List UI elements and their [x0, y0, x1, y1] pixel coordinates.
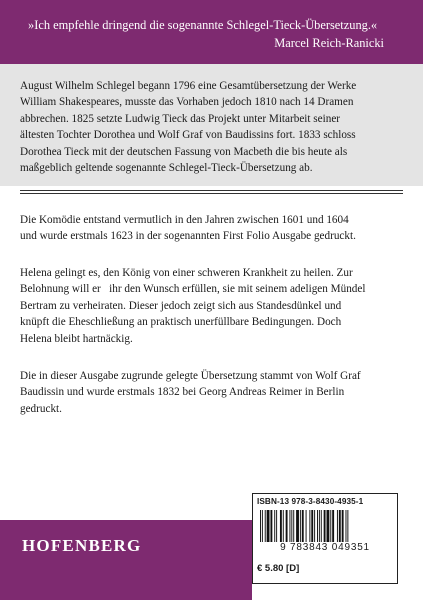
price-label: € 5.80 [D] [257, 563, 300, 574]
barcode-bar [306, 510, 307, 542]
barcode-bar [330, 510, 331, 542]
text-line: knüpft die Eheschließung an praktisch unerfüllbare Bedingungen. Doch [20, 316, 342, 329]
barcode-bar [317, 510, 318, 542]
barcode-bar [311, 510, 313, 542]
barcode-bar [274, 510, 275, 542]
barcode-bar [291, 510, 292, 542]
text-line: August Wilhelm Schlegel begann 1796 eine Gesamtübersetzung der Werke [20, 80, 357, 92]
barcode-bar [283, 510, 284, 542]
publisher-banner [0, 520, 252, 600]
text-line: abbrechen. 1825 setzte Ludwig Tieck das Projekt unter Mitarbeit seiner [20, 112, 341, 125]
text-line: Helena bleibt hartnäckig. [20, 332, 133, 345]
barcode-bar [300, 510, 301, 542]
barcode-bar [262, 510, 263, 542]
text-line: Belohnung will er ihr den Wunsch erfüllen, sie mit seinem adeligen Mündel [20, 283, 366, 296]
barcode-bar [296, 510, 299, 542]
barcode-bar [293, 510, 294, 542]
text-line: Dorothea Tieck mit der deutschen Fassung von Macbeth die bis heute als [20, 145, 348, 158]
barcode-bar [309, 510, 310, 542]
barcode-bar [267, 510, 270, 542]
barcode-bar [342, 510, 344, 542]
barcode-bar [302, 510, 304, 542]
barcode-digits: 9 783843 049351 [280, 542, 370, 553]
barcode-bar [332, 510, 334, 542]
barcode-bar [265, 510, 266, 542]
barcode-icon [256, 510, 394, 542]
barcode-bar [321, 510, 322, 542]
barcode-bar [347, 510, 348, 542]
paragraph-translation [20, 368, 405, 417]
text-line: Baudissin und wurde erstmals 1832 bei Georg Andreas Reimer in Berlin [20, 386, 345, 399]
text-line: William Shakespeares, musste das Vorhaben jedoch 1810 nach 14 Dramen [20, 96, 354, 109]
paragraph-origin [20, 212, 405, 245]
text-line: Bertram zu verheiraten. Dieser jedoch zeigt sich aus Standesdünkel und [20, 299, 342, 312]
isbn-label: ISBN-13 978-3-8430-4935-1 [257, 497, 364, 506]
quote-author: Marcel Reich-Ranicki [274, 36, 384, 50]
barcode-bar [319, 510, 320, 542]
barcode-bar [337, 510, 338, 542]
barcode-block [252, 493, 398, 584]
text-line: gedruckt. [20, 402, 62, 415]
barcode-bar [260, 510, 261, 542]
text-line: Die Komödie entstand vermutlich in den Jahren zwischen 1601 und 1604 [20, 214, 349, 226]
text-line: maßgeblich geltende sogenannte Schlegel-Tieck-Übersetzung ab. [20, 162, 313, 175]
divider-bottom [20, 193, 403, 194]
barcode-bar [280, 510, 282, 542]
text-line: Die in dieser Ausgabe zugrunde gelegte Übersetzung stammt von Wolf Graf [20, 370, 361, 382]
barcode-bar [339, 510, 341, 542]
barcode-bar [270, 510, 272, 542]
paragraph-plot [20, 265, 405, 347]
barcode-bar [346, 510, 347, 542]
barcode-bar [289, 510, 290, 542]
barcode-bar [327, 510, 330, 542]
text-line: Helena gelingt es, den König von einer schweren Krankheit zu heilen. Zur [20, 267, 353, 279]
barcode-bar [286, 510, 288, 542]
barcode-bar [276, 510, 277, 542]
quote [28, 17, 384, 50]
text-line: und wurde erstmals 1623 in der sogenannten First Folio Ausgabe gedruckt. [20, 230, 356, 243]
divider-top [20, 190, 403, 191]
barcode-bar [324, 510, 326, 542]
quote-text: »Ich empfehle dringend die sogenannte Schlegel-Tieck-Übersetzung.« [28, 18, 378, 32]
barcode-bar [314, 510, 315, 542]
publisher-logo: HOFENBERG [22, 536, 142, 555]
text-line: ältesten Tochter Dorothea und Wolf Graf von Baudissins fort. 1833 schloss [20, 129, 356, 142]
intro-text [20, 78, 405, 176]
